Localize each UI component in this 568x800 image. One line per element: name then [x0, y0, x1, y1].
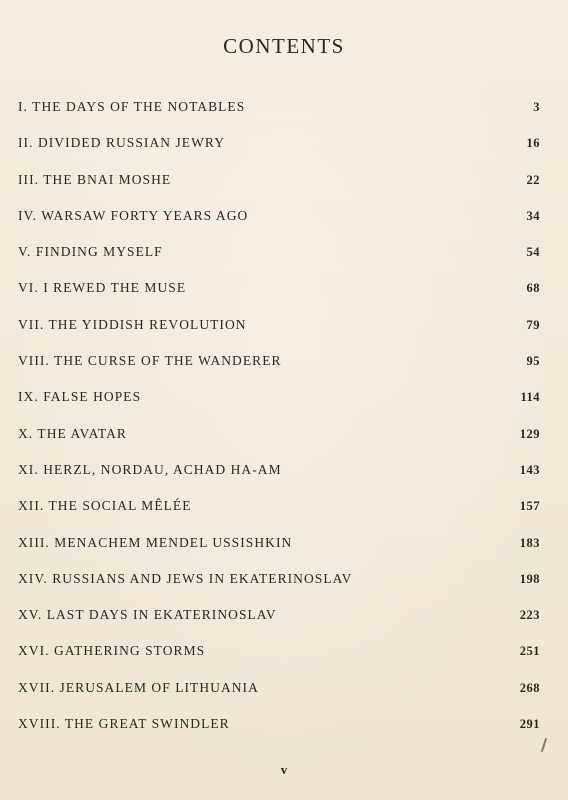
chapter-page-number: 3 [533, 100, 540, 114]
toc-entry [18, 495, 540, 531]
table-of-contents [18, 96, 540, 749]
toc-entry [18, 532, 540, 568]
chapter-page-number: 223 [519, 608, 540, 623]
chapter-title: XVI. GATHERING STORMS [18, 643, 206, 659]
chapter-page-number: 129 [519, 426, 540, 441]
chapter-title: XI. HERZL, NORDAU, ACHAD HA-AM [18, 461, 282, 477]
toc-entry [18, 640, 540, 676]
chapter-page-number: 291 [519, 717, 540, 732]
chapter-title: III. THE BNAI MOSHE [18, 171, 172, 187]
chapter-title: I. THE DAYS OF THE NOTABLES [18, 99, 246, 114]
chapter-page-number: 34 [526, 208, 540, 223]
toc-entry [18, 350, 540, 386]
chapter-page-number: 54 [526, 245, 540, 260]
chapter-page-number: 95 [526, 354, 540, 369]
chapter-title: VI. I REWED THE MUSE [18, 280, 187, 296]
page-number-folio: v [280, 762, 288, 777]
toc-entry [18, 96, 540, 132]
chapter-title: XVII. JERUSALEM OF LITHUANIA [18, 679, 259, 695]
toc-entry [18, 386, 540, 422]
chapter-page-number: 22 [526, 172, 540, 187]
toc-entry [18, 277, 540, 313]
chapter-page-number: 16 [526, 136, 540, 151]
chapter-page-number: 143 [519, 462, 540, 477]
toc-entry [18, 314, 540, 350]
chapter-page-number: 68 [526, 281, 540, 296]
chapter-page-number: 157 [519, 499, 540, 514]
chapter-title: XV. LAST DAYS IN EKATERINOSLAV [18, 607, 277, 623]
chapter-title: VII. THE YIDDISH REVOLUTION [18, 316, 247, 332]
chapter-title: IV. WARSAW FORTY YEARS AGO [18, 207, 249, 223]
toc-entry [18, 713, 540, 749]
toc-entry [18, 241, 540, 277]
chapter-title: XII. THE SOCIAL MÊLÉE [18, 498, 192, 514]
chapter-page-number: 251 [519, 644, 540, 659]
chapter-page-number: 198 [519, 571, 540, 586]
toc-entry [18, 169, 540, 205]
chapter-title: VIII. THE CURSE OF THE WANDERER [18, 353, 282, 369]
toc-entry [18, 604, 540, 640]
chapter-page-number: 79 [526, 317, 540, 332]
page-title: CONTENTS [223, 34, 345, 58]
chapter-title: XIII. MENACHEM MENDEL USSISHKIN [18, 534, 293, 550]
toc-entry [18, 459, 540, 495]
chapter-title: X. THE AVATAR [18, 425, 127, 441]
chapter-title: XIV. RUSSIANS AND JEWS IN EKATERINOSLAV [18, 570, 353, 586]
toc-entry [18, 205, 540, 241]
pen-mark [541, 738, 547, 752]
toc-entry [18, 677, 540, 713]
chapter-title: IX. FALSE HOPES [18, 389, 142, 405]
chapter-page-number: 183 [519, 535, 540, 550]
chapter-title: V. FINDING MYSELF [18, 244, 163, 260]
chapter-page-number: 114 [520, 390, 540, 405]
toc-entry [18, 132, 540, 168]
chapter-title: XVIII. THE GREAT SWINDLER [18, 716, 230, 732]
toc-entry [18, 423, 540, 459]
chapter-page-number: 268 [519, 680, 540, 695]
toc-entry [18, 568, 540, 604]
chapter-title: II. DIVIDED RUSSIAN JEWRY [18, 135, 225, 151]
